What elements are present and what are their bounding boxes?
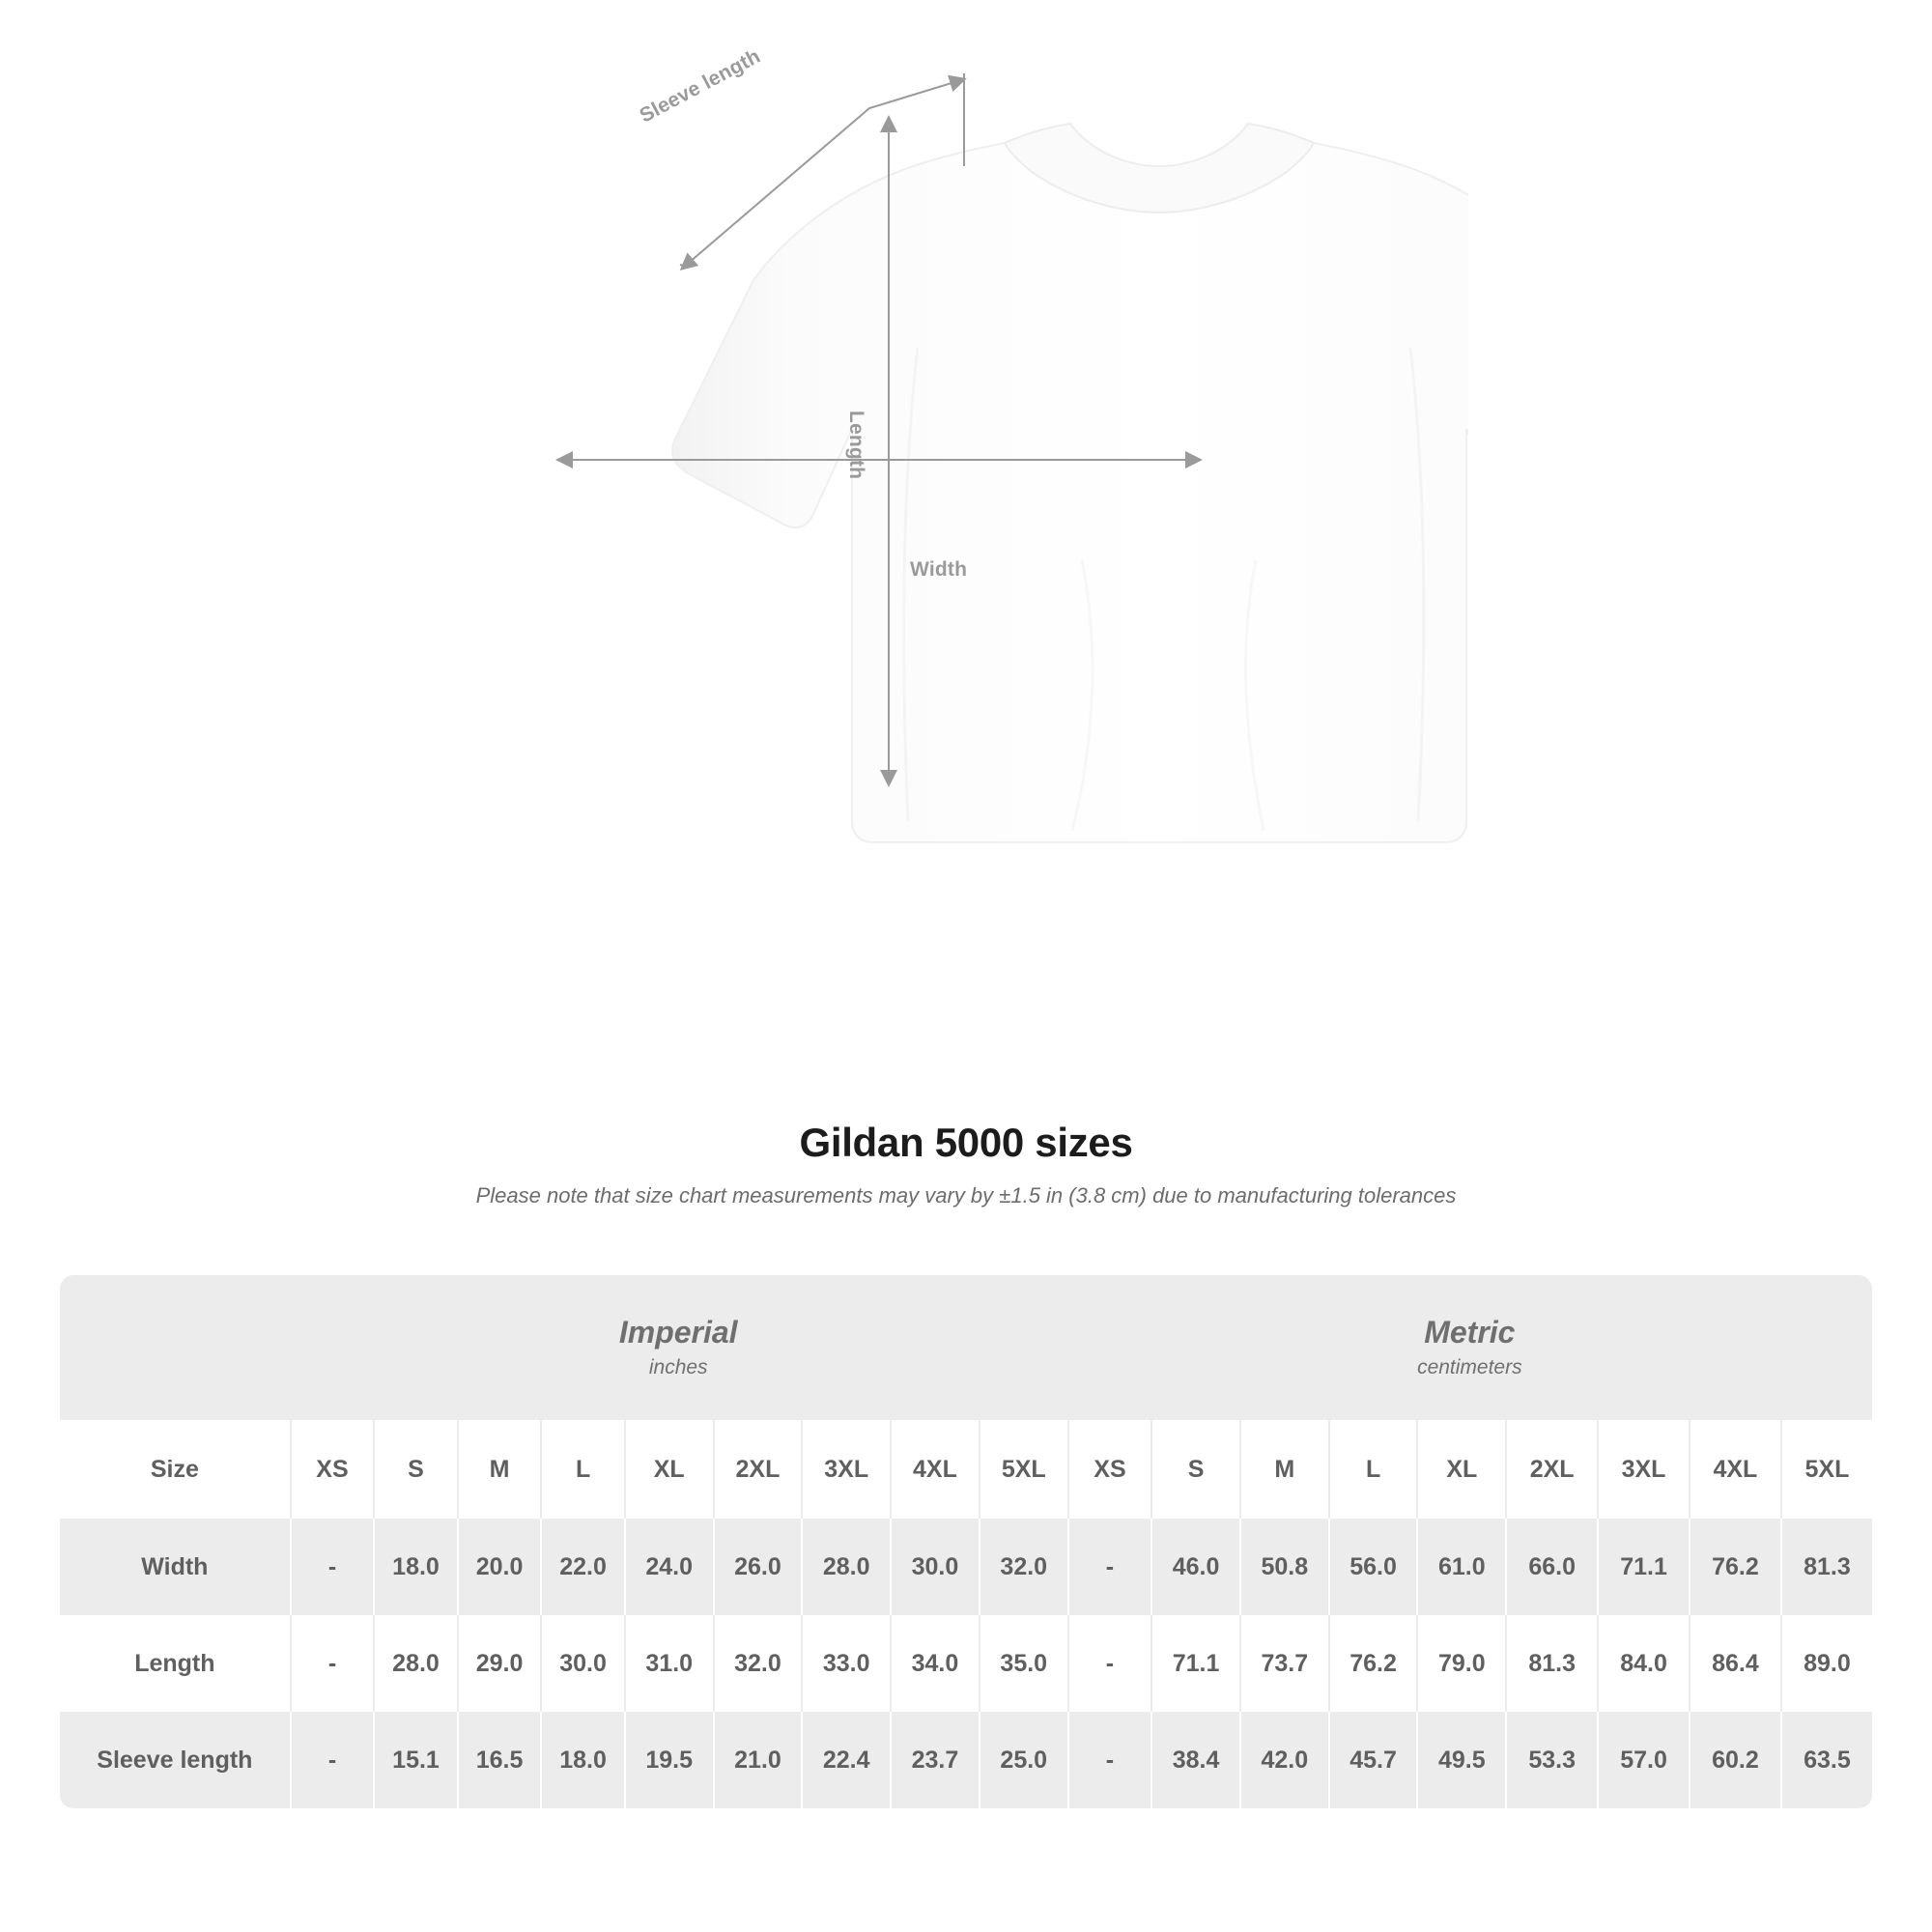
size-header-metric-xs: XS [1067,1420,1151,1519]
cell-sleeve-metric-2xl: 53.3 [1505,1712,1597,1808]
unit-header-row [60,1275,1872,1420]
cell-length-metric-3xl: 84.0 [1597,1615,1689,1712]
cell-length-imperial-4xl: 34.0 [890,1615,979,1712]
size-header-imperial-m: M [457,1420,541,1519]
cell-sleeve-metric-5xl: 63.5 [1780,1712,1872,1808]
cell-length-metric-m: 73.7 [1239,1615,1328,1712]
sleeve-length-label: Sleeve length [636,44,764,128]
cell-width-metric-l: 56.0 [1328,1519,1417,1615]
cell-length-metric-l: 76.2 [1328,1615,1417,1712]
size-header-metric-4xl: 4XL [1689,1420,1780,1519]
row-label-length: Length [60,1615,290,1712]
size-header-metric-2xl: 2XL [1505,1420,1597,1519]
tshirt-body-shape [672,124,1468,842]
cell-sleeve-imperial-l: 18.0 [540,1712,624,1808]
cell-sleeve-imperial-xl: 19.5 [624,1712,713,1808]
unit-group-metric [1067,1275,1872,1420]
cell-width-imperial-s: 18.0 [373,1519,457,1615]
cell-sleeve-metric-3xl: 57.0 [1597,1712,1689,1808]
cell-length-metric-5xl: 89.0 [1780,1615,1872,1712]
table-row [60,1519,1872,1615]
size-header-imperial-xl: XL [624,1420,713,1519]
size-header-metric-m: M [1239,1420,1328,1519]
table-row [60,1712,1872,1808]
size-header-imperial-xs: XS [290,1420,374,1519]
cell-length-imperial-xl: 31.0 [624,1615,713,1712]
unit-group-imperial-name: Imperial [618,1315,738,1350]
cell-length-imperial-s: 28.0 [373,1615,457,1712]
cell-sleeve-metric-s: 38.4 [1151,1712,1239,1808]
size-header-metric-xl: XL [1416,1420,1505,1519]
cell-length-imperial-xs: - [290,1615,374,1712]
cell-width-metric-5xl: 81.3 [1780,1519,1872,1615]
unit-header-spacer [60,1275,290,1420]
cell-width-imperial-xs: - [290,1519,374,1615]
size-header-imperial-5xl: 5XL [979,1420,1067,1519]
size-chart-table [60,1275,1872,1808]
cell-length-imperial-l: 30.0 [540,1615,624,1712]
cell-width-imperial-3xl: 28.0 [801,1519,890,1615]
cell-length-metric-xl: 79.0 [1416,1615,1505,1712]
cell-width-metric-3xl: 71.1 [1597,1519,1689,1615]
tshirt-graphic [464,58,1468,1053]
cell-sleeve-imperial-4xl: 23.7 [890,1712,979,1808]
cell-sleeve-metric-l: 45.7 [1328,1712,1417,1808]
cell-sleeve-imperial-5xl: 25.0 [979,1712,1067,1808]
cell-length-imperial-3xl: 33.0 [801,1615,890,1712]
row-label-sleeve-length: Sleeve length [60,1712,290,1808]
size-header-imperial-s: S [373,1420,457,1519]
cell-width-metric-2xl: 66.0 [1505,1519,1597,1615]
cell-width-imperial-5xl: 32.0 [979,1519,1067,1615]
cell-length-metric-2xl: 81.3 [1505,1615,1597,1712]
cell-sleeve-imperial-s: 15.1 [373,1712,457,1808]
cell-width-imperial-m: 20.0 [457,1519,541,1615]
size-chart-table-wrap [60,1275,1872,1808]
unit-group-imperial [290,1275,1067,1420]
cell-width-metric-s: 46.0 [1151,1519,1239,1615]
cell-sleeve-metric-xl: 49.5 [1416,1712,1505,1808]
cell-sleeve-metric-m: 42.0 [1239,1712,1328,1808]
cell-width-imperial-2xl: 26.0 [713,1519,802,1615]
tshirt-svg [464,58,1468,1053]
size-header-imperial-2xl: 2XL [713,1420,802,1519]
unit-group-imperial-sub: inches [648,1355,708,1378]
page-title: Gildan 5000 sizes [799,1120,1133,1165]
cell-width-imperial-l: 22.0 [540,1519,624,1615]
size-header-metric-5xl: 5XL [1780,1420,1872,1519]
row-label-width: Width [60,1519,290,1615]
length-label: Length [845,411,867,480]
size-header-imperial-3xl: 3XL [801,1420,890,1519]
cell-sleeve-metric-4xl: 60.2 [1689,1712,1780,1808]
cell-length-imperial-2xl: 32.0 [713,1615,802,1712]
cell-sleeve-imperial-2xl: 21.0 [713,1712,802,1808]
size-header-row [60,1420,1872,1519]
cell-width-metric-m: 50.8 [1239,1519,1328,1615]
cell-sleeve-imperial-m: 16.5 [457,1712,541,1808]
tolerance-note: Please note that size chart measurements may vary by ±1.5 in (3.8 cm) due to manufacturing tolerances [475,1183,1457,1208]
cell-length-metric-4xl: 86.4 [1689,1615,1780,1712]
table-row [60,1615,1872,1712]
size-header-metric-3xl: 3XL [1597,1420,1689,1519]
cell-length-imperial-m: 29.0 [457,1615,541,1712]
size-header-metric-l: L [1328,1420,1417,1519]
unit-group-metric-sub: centimeters [1417,1355,1522,1378]
cell-length-metric-xs: - [1067,1615,1151,1712]
cell-length-imperial-5xl: 35.0 [979,1615,1067,1712]
title-block [0,1120,1932,1208]
size-header-imperial-4xl: 4XL [890,1420,979,1519]
cell-width-metric-xs: - [1067,1519,1151,1615]
cell-width-imperial-4xl: 30.0 [890,1519,979,1615]
cell-sleeve-imperial-xs: - [290,1712,374,1808]
cell-length-metric-s: 71.1 [1151,1615,1239,1712]
cell-sleeve-imperial-3xl: 22.4 [801,1712,890,1808]
unit-group-metric-name: Metric [1424,1315,1516,1350]
size-header-imperial-l: L [540,1420,624,1519]
cell-width-metric-xl: 61.0 [1416,1519,1505,1615]
size-header-metric-s: S [1151,1420,1239,1519]
size-header-label: Size [60,1420,290,1519]
cell-width-imperial-xl: 24.0 [624,1519,713,1615]
width-label: Width [910,558,968,581]
cell-sleeve-metric-xs: - [1067,1712,1151,1808]
cell-width-metric-4xl: 76.2 [1689,1519,1780,1615]
